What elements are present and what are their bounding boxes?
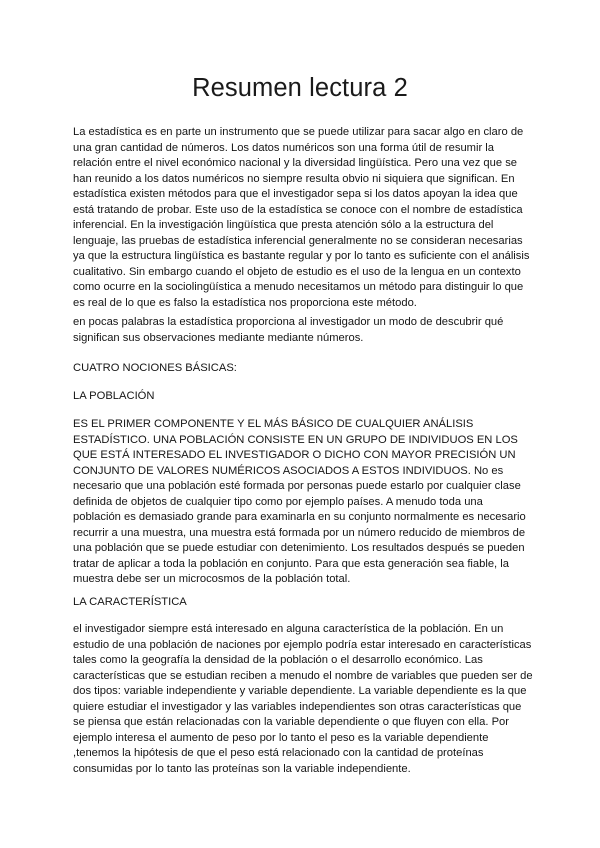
characteristic-heading: LA CARACTERÍSTICA — [73, 596, 187, 608]
characteristic-paragraph: el investigador siempre está interesado en alguna característica de la población. En un estudio de una población de naciones por ejemplo podría estar interesado en características tales como la geografía la densidad de la población o el desarrollo económico. Las características que se estudian reciben a menudo el nombre de variables que pueden ser de dos tipos: variable independiente y variable dependiente. La variable dependiente es la que quiere estudiar el investigador y las variables independientes son otras características que se piensa que están relacionadas con la variable dependiente o que fluyen con ella. Por ejemplo interesa el aumento de peso por lo tanto el peso es la variable dependiente ,tenemos la hipótesis de que el peso está relacionado con la cantidad de proteínas consumidas por lo tanto las proteínas son la variable independiente. — [73, 623, 533, 775]
population-paragraph: ES EL PRIMER COMPONENTE Y EL MÁS BÁSICO DE CUALQUIER ANÁLISIS ESTADÍSTICO. UNA POBLACIÓN CONSISTE EN UN GRUPO DE INDIVIDUOS EN LOS QUE ESTÁ INTERESADO EL INVESTIGADOR O DICHO CON MAYOR PRECISIÓN UN CONJUNTO DE VALORES NUMÉRICOS ASOCIADOS A ESTOS INDIVIDUOS. No es necesario que una población esté formada por personas puede estarlo por cualquier clase definida de objetos de cualquier tipo como por ejemplo países. A menudo toda una población es demasiado grande para examinarla en su conjunto normalmente es necesario recurrir a una muestra, una muestra está formada por un número reducido de miembros de una población que se puede estudiar con detenimiento. Los resultados después se pueden tratar de aplicar a toda la población en conjunto. Para que esta generación sea fiable, la muestra debe ser un microcosmos de la población total. — [73, 418, 526, 585]
page-title: Resumen lectura 2 — [192, 74, 408, 102]
section-heading: CUATRO NOCIONES BÁSICAS: — [73, 362, 237, 374]
intro-paragraph: La estadística es en parte un instrumento que se puede utilizar para sacar algo en claro de una gran cantidad de números. Los datos numéricos son una forma útil de resumir la relación entre el nivel económico nacional y la diversidad lingüística. Pero una vez que se han reunido a los datos numéricos no siempre resulta obvio ni siquiera que significan. En estadística existen métodos para que el investigador sepa si los datos apoyan la idea que está tratando de probar. Este uso de la estadística se conoce con el nombre de estadística inferencial. En la investigación lingüística que presta atención sólo a la estructura del lenguaje, las pruebas de estadística inferencial generalmente no se consideran necesarias ya que la estructura lingüística es bastante regular y por lo tanto es suficiente con el análisis cualitativo. Sin embargo cuando el objeto de estudio es el uso de la lengua en un contexto como ocurre en la sociolingüística a menudo necesitamos un método para distinguir lo que es real de lo que es falso la estadística nos proporciona este método. — [73, 126, 530, 309]
summary-paragraph: en pocas palabras la estadística proporciona al investigador un modo de descubrir qué significan sus observaciones mediante mediante números. — [73, 316, 504, 344]
population-heading: LA POBLACIÓN — [73, 390, 155, 402]
